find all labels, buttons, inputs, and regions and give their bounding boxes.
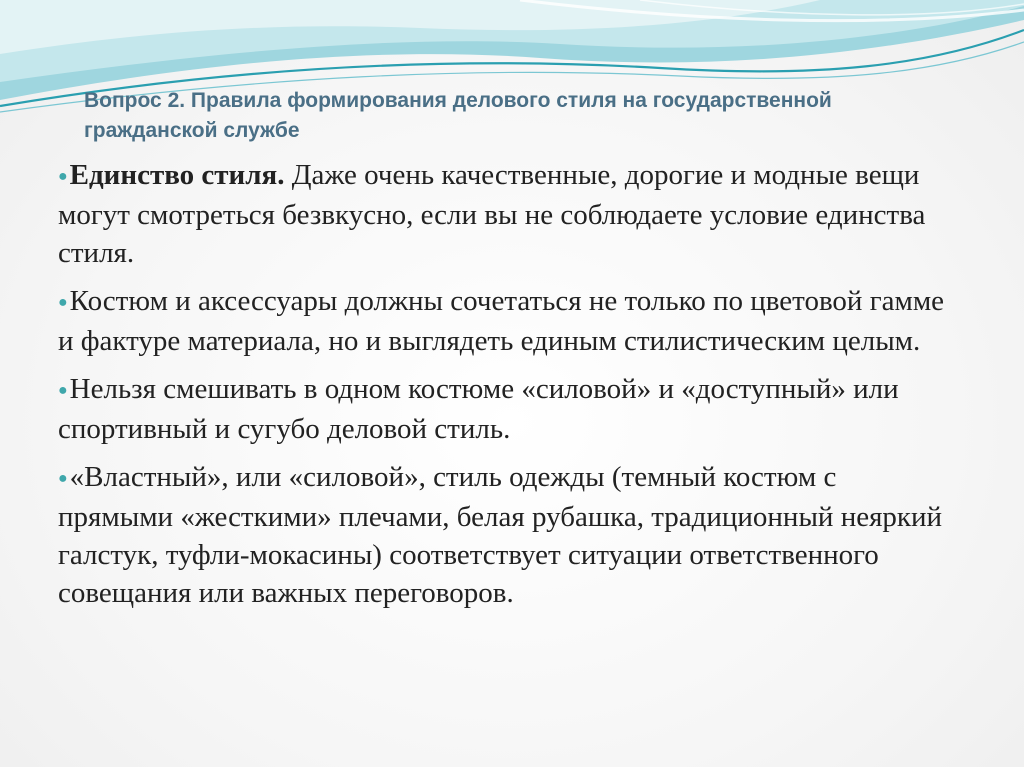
bullet-dot-icon: ● [58,294,68,311]
bullet-dot-icon: ● [58,168,68,185]
bullet-list [58,156,958,622]
bullet-text: Нельзя смешивать в одном костюме «силовой» и «доступный» или спортивный и сугубо деловой стиль. [58,373,899,445]
bullet-item [58,370,958,448]
bullet-text: «Властный», или «силовой», стиль одежды (темный костюм с прямыми «жесткими» плечами, белая рубашка, традиционный неяркий галстук, туфли-мокасины) соответствует ситуации ответственного совещания или важных переговоров. [58,461,943,609]
bullet-lead: Единство стиля. [69,159,285,191]
bullet-item [58,458,958,612]
bullet-item [58,156,958,272]
bullet-text: Даже очень качественные, дорогие и модные вещи могут смотреться безвкусно, если вы не соблюдаете условие единства стиля. [58,159,926,269]
bullet-dot-icon: ● [58,382,68,399]
slide-title: Вопрос 2. Правила формирования делового стиля на государственной гражданской службе [84,89,832,142]
bullet-dot-icon: ● [58,470,68,487]
bullet-text: Костюм и аксессуары должны сочетаться не только по цветовой гамме и фактуре материала, но и выглядеть единым стилистическим целым. [58,285,945,357]
bullet-item [58,282,958,360]
